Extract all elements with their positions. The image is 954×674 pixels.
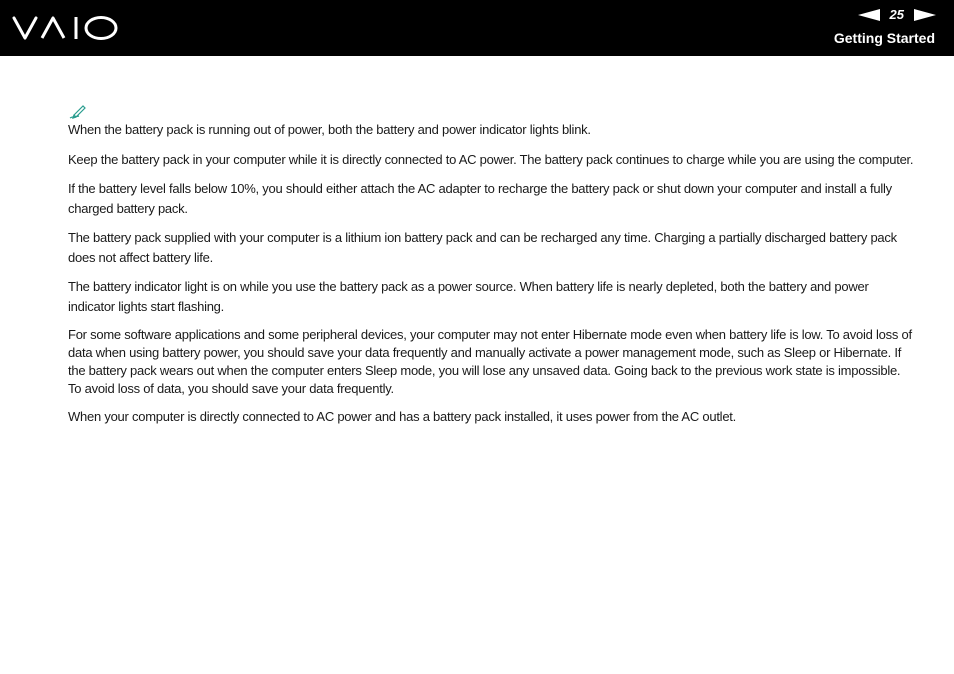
- page-header: [0, 0, 954, 56]
- note-text: When the battery pack is running out of power, both the battery and power indicator lights blink.: [68, 122, 591, 137]
- page-content: [68, 104, 914, 436]
- paragraph-indicator-light: The battery indicator light is on while you use the battery pack as a power source. When battery life is nearly depleted, both the battery and power indicator lights start flashing.: [68, 279, 869, 314]
- page-navigation: [858, 6, 936, 24]
- paragraph-lithium-ion: The battery pack supplied with your computer is a lithium ion battery pack and can be recharged any time. Charging a partially discharged battery pack does not affect battery life.: [68, 230, 897, 265]
- vaio-logo: [12, 14, 120, 42]
- note-pencil-icon: [68, 104, 88, 120]
- section-title: Getting Started: [833, 30, 935, 46]
- next-page-arrow-icon[interactable]: [914, 8, 936, 22]
- previous-page-arrow-icon[interactable]: [858, 8, 880, 22]
- paragraph-ac-outlet: When your computer is directly connected to AC power and has a battery pack installed, it uses power from the AC outlet.: [68, 409, 737, 424]
- paragraph-ac-power-charging: Keep the battery pack in your computer while it is directly connected to AC power. The battery pack continues to charge while you are using the computer.: [68, 152, 914, 167]
- paragraph-low-battery: If the battery level falls below 10%, you should either attach the AC adapter to recharge the battery pack or shut down your computer and install a fully charged battery pack.: [68, 181, 892, 216]
- paragraph-hibernate-warning: For some software applications and some peripheral devices, your computer may not enter Hibernate mode even when battery life is low. To avoid loss of data when using battery power, you should save your data frequently and manually activate a power management mode, such as Sleep or Hibernate. If the battery pack wears out when the computer enters Sleep mode, you will lose any unsaved data. Going back to the previous work state is impossible. To avoid loss of data, you should save your data frequently.: [68, 327, 912, 396]
- page-number: 25: [889, 7, 904, 22]
